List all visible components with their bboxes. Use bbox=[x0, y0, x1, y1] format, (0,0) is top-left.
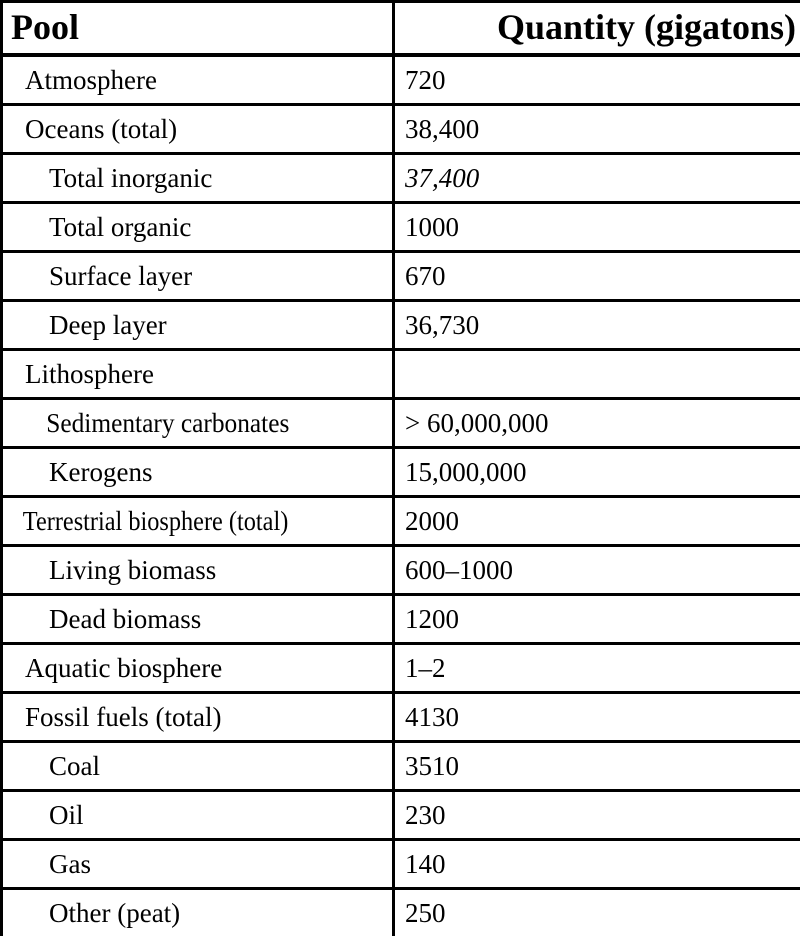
column-header-pool: Pool bbox=[2, 2, 394, 56]
pool-cell bbox=[2, 644, 394, 693]
table-row bbox=[2, 55, 800, 105]
pool-label: Lithosphere bbox=[3, 359, 154, 389]
pool-label: Fossil fuels (total) bbox=[3, 702, 222, 732]
table-row bbox=[2, 595, 800, 644]
table-row bbox=[2, 644, 800, 693]
quantity-cell: 4130 bbox=[394, 693, 800, 742]
pool-cell bbox=[2, 252, 394, 301]
pool-label: Surface layer bbox=[3, 261, 192, 291]
quantity-cell: 720 bbox=[394, 55, 800, 105]
pool-label: Other (peat) bbox=[3, 898, 180, 928]
table-row bbox=[2, 301, 800, 350]
quantity-cell: 250 bbox=[394, 889, 800, 936]
pool-cell bbox=[2, 203, 394, 252]
table-row bbox=[2, 693, 800, 742]
pool-cell bbox=[2, 497, 394, 546]
table-row bbox=[2, 252, 800, 301]
table-header bbox=[2, 2, 800, 56]
header-row bbox=[2, 2, 800, 56]
pool-cell bbox=[2, 840, 394, 889]
quantity-cell: 230 bbox=[394, 791, 800, 840]
pool-cell bbox=[2, 546, 394, 595]
pool-label: Total inorganic bbox=[3, 163, 212, 193]
table-row bbox=[2, 350, 800, 399]
pool-label: Total organic bbox=[3, 212, 191, 242]
pool-label: Oceans (total) bbox=[3, 114, 177, 144]
pool-label: Deep layer bbox=[3, 310, 167, 340]
quantity-cell: 1200 bbox=[394, 595, 800, 644]
pool-cell bbox=[2, 595, 394, 644]
pool-cell bbox=[2, 889, 394, 936]
quantity-cell: 140 bbox=[394, 840, 800, 889]
table-row bbox=[2, 105, 800, 154]
table-row bbox=[2, 399, 800, 448]
quantity-cell: 1000 bbox=[394, 203, 800, 252]
quantity-cell: 15,000,000 bbox=[394, 448, 800, 497]
pool-cell bbox=[2, 105, 394, 154]
quantity-cell: 3510 bbox=[394, 742, 800, 791]
table-row bbox=[2, 546, 800, 595]
quantity-cell: 38,400 bbox=[394, 105, 800, 154]
pool-cell bbox=[2, 350, 394, 399]
pool-label: Gas bbox=[3, 849, 91, 879]
pool-cell bbox=[2, 448, 394, 497]
pool-label: Kerogens bbox=[3, 457, 152, 487]
pool-cell bbox=[2, 791, 394, 840]
pool-label: Aquatic biosphere bbox=[3, 653, 222, 683]
table-row bbox=[2, 889, 800, 936]
pool-cell bbox=[2, 399, 394, 448]
table-body bbox=[2, 55, 800, 936]
table-row bbox=[2, 448, 800, 497]
pool-label: Coal bbox=[3, 751, 100, 781]
pool-cell bbox=[2, 301, 394, 350]
table-row bbox=[2, 497, 800, 546]
table-row bbox=[2, 791, 800, 840]
table-row bbox=[2, 840, 800, 889]
pool-label: Living biomass bbox=[3, 555, 216, 585]
quantity-cell: 36,730 bbox=[394, 301, 800, 350]
pool-cell bbox=[2, 693, 394, 742]
table-row bbox=[2, 742, 800, 791]
pool-cell bbox=[2, 154, 394, 203]
pool-label: Terrestrial biosphere (total) bbox=[3, 508, 353, 535]
column-header-quantity: Quantity (gigatons) bbox=[394, 2, 800, 56]
pool-cell bbox=[2, 55, 394, 105]
quantity-cell: 670 bbox=[394, 252, 800, 301]
quantity-cell bbox=[394, 350, 800, 399]
quantity-cell: 1–2 bbox=[394, 644, 800, 693]
pool-label: Sedimentary carbonates bbox=[3, 410, 369, 437]
quantity-cell: 600–1000 bbox=[394, 546, 800, 595]
quantity-cell: > 60,000,000 bbox=[394, 399, 800, 448]
quantity-cell: 2000 bbox=[394, 497, 800, 546]
pool-label: Oil bbox=[3, 800, 84, 830]
table-row bbox=[2, 203, 800, 252]
pool-label: Dead biomass bbox=[3, 604, 201, 634]
quantity-cell: 37,400 bbox=[394, 154, 800, 203]
pool-cell bbox=[2, 742, 394, 791]
table-row bbox=[2, 154, 800, 203]
pool-label: Atmosphere bbox=[3, 65, 157, 95]
